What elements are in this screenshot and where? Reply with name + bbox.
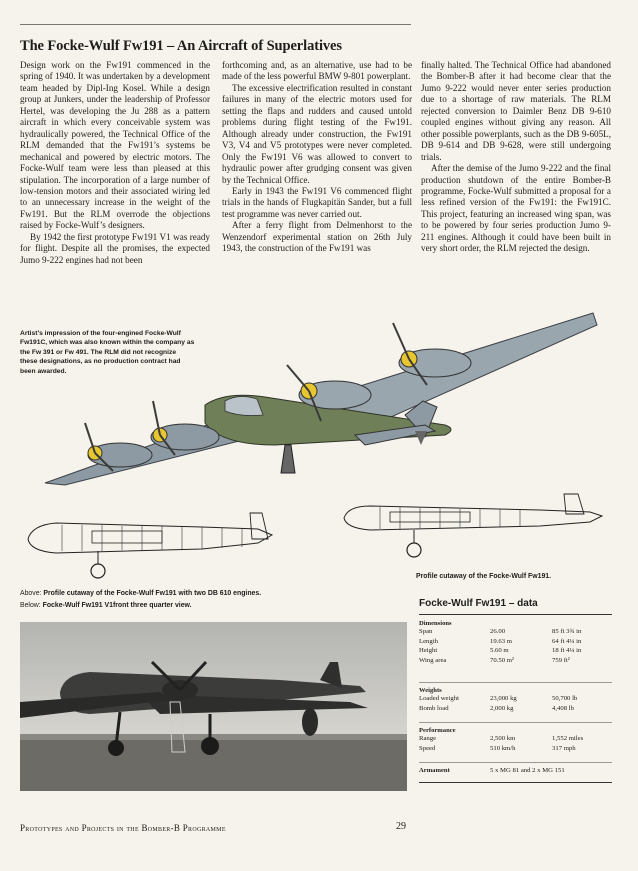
table-row [419, 627, 612, 637]
paragraph: After a ferry flight from Delmenhorst to the Wenzendorf experimental station on 26th July 1943, the construction of the Fw191 was [222, 220, 412, 254]
caption-prefix: Above: [20, 590, 44, 597]
text-column-1 [20, 60, 210, 266]
data-rule [419, 762, 612, 763]
row-imperial: 1,552 miles [552, 735, 584, 742]
data-table-title: Focke-Wulf Fw191 – data [419, 598, 538, 609]
illustration-caption: Artist’s impression of the four-engined Focke-Wulf Fw191C, which was also known within the company as the Fw 391 or Fw 491. The RLM did not recognize these designations, as no production contract had been awarded. [20, 330, 195, 375]
row-label: Height [419, 647, 438, 655]
text-column-2 [222, 60, 412, 255]
row-label: Span [419, 628, 433, 635]
caption-text: Focke-Wulf Fw191 V1front three quarter view. [42, 602, 192, 609]
paragraph: forthcoming and, as an alternative, use had to be made of the less powerful BMW 9-801 powerplant. [222, 60, 412, 82]
row-metric: 5 x MG 81 and 2 x MG 151 [490, 767, 565, 774]
data-rule [419, 722, 612, 723]
row-label: Loaded weight [419, 695, 459, 702]
page-number: 29 [396, 821, 406, 832]
paragraph: The excessive electrification resulted in constant failures in many of the electric motors used for setting the flaps and rudders and caused untold problems during flight testing of the Fw191. Although already under construction, the Fw191 V3, V4 and V5 prototypes were never completed. Only the Fw191 V6 was allowed to convert to hydraulic power after grudging consent was given by the Technical Office. [222, 82, 412, 185]
cutaway-right-drawing [340, 492, 612, 564]
table-row [419, 734, 612, 744]
table-row [419, 744, 612, 754]
row-label: Range [419, 735, 437, 742]
table-row [419, 656, 612, 666]
cutaway-right-caption: Profile cutaway of the Focke-Wulf Fw191. [416, 573, 552, 580]
table-row [419, 694, 612, 704]
section-heading: Weights [419, 687, 442, 694]
section-heading: Armament [419, 767, 450, 774]
paragraph: Design work on the Fw191 commenced in the spring of 1940. It was undertaken by a development team headed by Dipl-Ing Kosel. While a design group at Junkers, under the leadership of Professor Hertel, was developing the Ju 288 as a pattern aircraft in which every conceivable system was hydraulically powered, the Technical Office of the RLM demanded that the Fw191’s systems be mechanical and powered by electric motors. The Focke-Wulf team were less than pleased at this stipulation. The incorporation of a large number of low-tension motors and their associated wiring led to an unnecessary increase in the weight of the Fw191. But the RLM overrode the objections raised by Focke-Wulf’s designers. [20, 60, 210, 231]
section-heading: Dimensions [419, 620, 452, 627]
page-title: The Focke-Wulf Fw191 – An Aircraft of Superlatives [20, 38, 342, 54]
table-row [419, 704, 612, 714]
section-heading: Performance [419, 727, 456, 734]
fw191-v1-photo [20, 622, 407, 791]
row-metric: 2,500 km [490, 735, 516, 742]
paragraph: Early in 1943 the Fw191 V6 commenced flight trials in the hands of Flugkapitän Sander, but a full test programme was never carried out. [222, 185, 412, 219]
data-section-weights [419, 687, 612, 713]
table-row [419, 646, 612, 656]
row-imperial: 85 ft 3¾ in [552, 628, 582, 635]
photo-caption [20, 601, 192, 610]
top-rule [20, 24, 411, 25]
row-imperial: 759 ft² [552, 656, 570, 664]
row-imperial: 317 mph [552, 744, 576, 752]
data-rule [419, 614, 612, 615]
data-section-performance [419, 727, 612, 753]
running-footer: Prototypes and Projects in the Bomber-B Programme [20, 823, 226, 833]
caption-prefix: Below: [20, 602, 43, 609]
data-section-dimensions [419, 620, 612, 665]
row-metric: 510 km/h [490, 744, 516, 752]
row-label: Bomb load [419, 704, 449, 712]
row-label: Wing area [419, 656, 447, 664]
data-rule [419, 682, 612, 683]
data-rule [419, 782, 612, 783]
data-section-armament [419, 766, 612, 776]
cutaway-left-caption [20, 589, 261, 598]
row-imperial: 18 ft 4¼ in [552, 647, 582, 655]
paragraph: After the demise of the Jumo 9-222 and the final production shutdown of the entire Bomber-B programme, Focke-Wulf submitted a proposal for a less refined version of the Fw191: the Fw191C. This project, featuring an increased wing span, was to be powered by four series production Jumo 9-211 engines. Although it could have been built in very short order, the RLM rejected the design. [421, 163, 611, 254]
table-row [419, 637, 612, 647]
row-metric: 23,000 kg [490, 695, 517, 702]
row-metric: 19.63 m [490, 637, 512, 645]
paragraph: By 1942 the first prototype Fw191 V1 was ready for flight. Despite all the promises, the expected Jumo 9-222 engines had not been [20, 231, 210, 265]
row-imperial: 50,700 lb [552, 695, 578, 702]
table-row [419, 766, 612, 776]
row-imperial: 64 ft 4¼ in [552, 637, 582, 645]
caption-text: Profile cutaway of the Focke-Wulf Fw191 with two DB 610 engines. [43, 590, 262, 597]
row-label: Length [419, 637, 438, 645]
row-metric: 70.50 m² [490, 656, 514, 664]
cutaway-left-drawing [22, 505, 284, 583]
paragraph: finally halted. The Technical Office had abandoned the Bomber-B after it had become clear that the Jumo 9-222 would never enter series production due to a shortage of raw materials. The RLM rejected conversion to Daimler Benz DB 9-610 coupled engines without giving any reason. All other possible powerplants, such as the DB 9-605L, DB 9-614 and DB 9-628, were still undergoing trials. [421, 60, 611, 162]
row-imperial: 4,408 lb [552, 704, 574, 712]
row-metric: 26.00 [490, 628, 506, 635]
row-label: Speed [419, 744, 436, 752]
row-metric: 2,000 kg [490, 704, 514, 712]
text-column-3 [421, 60, 611, 255]
row-metric: 5.60 m [490, 647, 509, 655]
